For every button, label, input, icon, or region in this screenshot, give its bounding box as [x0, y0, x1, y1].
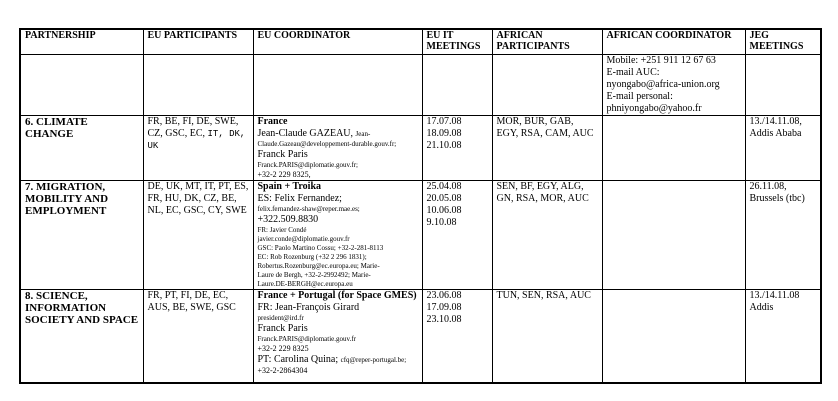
eu-coordinator: [253, 290, 422, 384]
cell-empty: [422, 55, 492, 116]
coordinator-2-name: Franck Paris: [257, 323, 308, 334]
coordinator-4-email: Robertus.Rozenburg@ec.europa.eu; Marie-: [257, 262, 380, 270]
meeting-date: 23.10.08: [426, 314, 462, 325]
jeg-date: 26.11.08,: [749, 181, 787, 192]
eu-it-meetings: [422, 116, 492, 181]
jeg-location: Addis Ababa: [749, 128, 802, 139]
coordinator-2-email: javier.conde@diplomatie.gouv.fr: [257, 235, 350, 243]
eu-it-meetings: [422, 181, 492, 290]
coordinator-1-email: president@ird.fr: [257, 314, 304, 322]
jeg-location: Addis: [749, 302, 774, 313]
coordinator-3-email: cfq@reper-portugal.be;: [340, 356, 407, 364]
table-row-contact: [20, 55, 821, 116]
eu-coordinator: [253, 116, 422, 181]
coordinator-email: Claude.Gazeau@developpement-durable.gouv.fr;: [257, 140, 397, 148]
header-eu-participants: EU PARTICIPANTS: [143, 29, 253, 55]
coordinator-2-email: Franck.PARIS@diplomatie.gouv.fr: [257, 335, 356, 343]
header-jeg-meetings: JEG MEETINGS: [745, 29, 821, 55]
meeting-date: 23.06.08: [426, 290, 462, 301]
meeting-date: 25.04.08: [426, 181, 462, 192]
eu-participants-text: FR, BE, FI, DE, SWE, CZ, GSC, EC,: [147, 116, 239, 139]
coordinator-5-email: Laure.DE-BERGH@ec.europa.eu: [257, 280, 353, 288]
meeting-date: 9.10.08: [426, 217, 457, 228]
coordinator-3-phone: +32-2-2864304: [257, 366, 308, 375]
meeting-date: 17.09.08: [426, 302, 462, 313]
header-partnership: PARTNERSHIP: [20, 29, 143, 55]
jeg-date: 13./14.11.08,: [749, 116, 802, 127]
meeting-date: 10.06.08: [426, 205, 462, 216]
coordinator-2-phone: +32-2 229 8325,: [257, 170, 311, 179]
coordinator-4: EC: Rob Rozenburg (+32 2 296 1831);: [257, 253, 367, 261]
coordinator-2-name: FR: Javier Condé: [257, 226, 307, 234]
eu-coordinator: [253, 181, 422, 290]
coordinator-3: GSC: Paolo Martino Cossu; +32-2-281-8113: [257, 244, 384, 252]
cell-empty: [20, 55, 143, 116]
contact-mobile: Mobile: +251 911 12 67 63: [606, 55, 716, 66]
jeg-meetings: [745, 181, 821, 290]
coordinator-1-name: ES: Felix Fernandez;: [257, 193, 342, 204]
partnership-name: 7. MIGRATION, MOBILITY AND EMPLOYMENT: [20, 181, 143, 290]
jeg-location: Brussels (tbc): [749, 193, 805, 204]
eu-participants: FR, PT, FI, DE, EC, AUS, BE, SWE, GSC: [143, 290, 253, 384]
coordinator-2-phone: +32-2 229 8325: [257, 344, 309, 353]
african-participants: MOR, BUR, GAB, EGY, RSA, CAM, AUC: [492, 116, 602, 181]
coordinator-1-phone: +322.509.8830: [257, 214, 319, 225]
african-participants: TUN, SEN, RSA, AUC: [492, 290, 602, 384]
african-coordinator: [602, 181, 745, 290]
eu-participants: [143, 116, 253, 181]
header-african-coordinator: AFRICAN COORDINATOR: [602, 29, 745, 55]
coordinator-country: France: [257, 116, 288, 127]
contact-email: nyongabo@africa-union.org: [606, 79, 720, 90]
contact-email-label: E-mail AUC:: [606, 67, 660, 78]
coordinator-1-email: felix.fernandez-shaw@reper.mae.es;: [257, 205, 360, 213]
meeting-date: 20.05.08: [426, 193, 462, 204]
cell-empty: [745, 55, 821, 116]
header-eu-it-meetings: EU IT MEETINGS: [422, 29, 492, 55]
coordinator-5: Laure de Bergh, +32-2-2992492; Marie-: [257, 271, 371, 279]
jeg-meetings: [745, 290, 821, 384]
jeg-meetings: [745, 116, 821, 181]
meeting-date: 21.10.08: [426, 140, 462, 151]
partnership-name: 8. SCIENCE, INFORMATION SOCIETY AND SPACE: [20, 290, 143, 384]
header-row: [20, 29, 821, 55]
cell-empty: [492, 55, 602, 116]
table-row-climate-change: [20, 116, 821, 181]
cell-empty: [253, 55, 422, 116]
coordinator-country: Spain + Troika: [257, 181, 322, 192]
coordinator-1-name: FR: Jean-François Girard: [257, 302, 360, 313]
cell-african-coordinator-contact: [602, 55, 745, 116]
african-coordinator: [602, 116, 745, 181]
coordinator-3-name: PT: Carolina Quina;: [257, 354, 341, 365]
contact-personal-email: phniyongabo@yahoo.fr: [606, 103, 702, 114]
eu-participants-text-mono: IT, DK, UK: [147, 129, 246, 151]
jeg-date: 13./14.11.08: [749, 290, 800, 301]
header-eu-coordinator: EU COORDINATOR: [253, 29, 422, 55]
cell-empty: [143, 55, 253, 116]
coordinator-name-small: Jean-: [355, 130, 371, 138]
meeting-date: 17.07.08: [426, 116, 462, 127]
eu-it-meetings: [422, 290, 492, 384]
coordinator-country: France + Portugal (for Space GMES): [257, 290, 417, 301]
contact-personal-label: E-mail personal:: [606, 91, 673, 102]
header-african-participants: AFRICAN PARTICIPANTS: [492, 29, 602, 55]
coordinator-2-email: Franck.PARIS@diplomatie.gouv.fr;: [257, 161, 358, 169]
partnership-name: 6. CLIMATE CHANGE: [20, 116, 143, 181]
coordinator-name: Jean-Claude GAZEAU,: [257, 128, 356, 139]
african-coordinator: [602, 290, 745, 384]
table-row-migration: [20, 181, 821, 290]
eu-participants: DE, UK, MT, IT, PT, ES, FR, HU, DK, CZ, BE, NL, EC, GSC, CY, SWE: [143, 181, 253, 290]
meeting-date: 18.09.08: [426, 128, 462, 139]
table-row-science: [20, 290, 821, 384]
partnership-table: [19, 28, 822, 384]
coordinator-2-name: Franck Paris: [257, 149, 308, 160]
african-participants: SEN, BF, EGY, ALG, GN, RSA, MOR, AUC: [492, 181, 602, 290]
